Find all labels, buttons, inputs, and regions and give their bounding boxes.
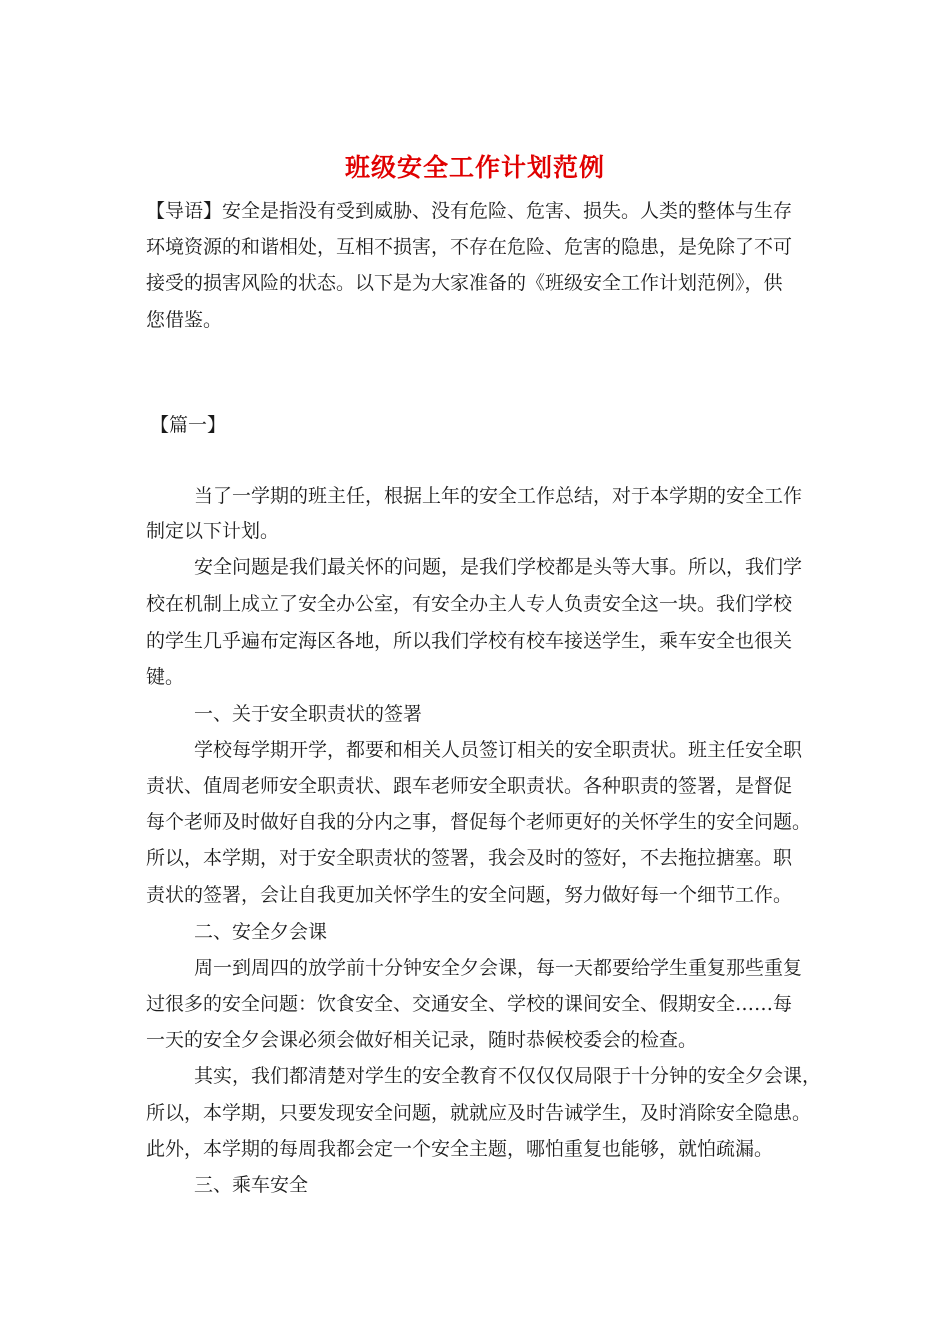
- paragraph-line: 周一到周四的放学前十分钟安全夕会课，每一天都要给学生重复那些重复: [194, 957, 803, 979]
- paragraph-line: 此外，本学期的每周我都会定一个安全主题，哪怕重复也能够，就怕疏漏。: [146, 1138, 774, 1160]
- paragraph-line: 一天的安全夕会课必须会做好相关记录，随时恭候校委会的检查。: [146, 1029, 698, 1051]
- paragraph-line: 所以，本学期，只要发现安全问题，就就应及时告诫学生，及时消除安全隐患。: [146, 1102, 812, 1124]
- paragraph-line: 当了一学期的班主任，根据上年的安全工作总结，对于本学期的安全工作: [194, 485, 803, 507]
- subsection-heading: 一、关于安全职责状的签署: [194, 703, 423, 725]
- intro-line: 您借鉴。: [146, 309, 223, 331]
- section-heading: 【篇一】: [150, 414, 227, 436]
- paragraph-line: 制定以下计划。: [146, 520, 280, 542]
- paragraph-line: 安全问题是我们最关怀的问题，是我们学校都是头等大事。所以，我们学: [194, 556, 803, 578]
- intro-line: 【导语】安全是指没有受到威胁、没有危险、危害、损失。人类的整体与生存: [146, 200, 793, 222]
- paragraph-line: 责状、值周老师安全职责状、跟车老师安全职责状。各种职责的签署，是督促: [146, 775, 793, 797]
- paragraph-line: 责状的签署，会让自我更加关怀学生的安全问题，努力做好每一个细节工作。: [146, 884, 793, 906]
- paragraph-line: 其实，我们都清楚对学生的安全教育不仅仅仅局限于十分钟的安全夕会课，: [194, 1065, 822, 1087]
- document-title: 班级安全工作计划范例: [344, 153, 605, 182]
- subsection-heading: 二、安全夕会课: [194, 921, 328, 943]
- intro-line: 环境资源的和谐相处，互相不损害，不存在危险、危害的隐患，是免除了不可: [146, 236, 793, 258]
- paragraph-line: 学校每学期开学，都要和相关人员签订相关的安全职责状。班主任安全职: [194, 739, 803, 761]
- intro-line: 接受的损害风险的状态。以下是为大家准备的《班级安全工作计划范例》，供: [146, 272, 783, 294]
- paragraph-line: 校在机制上成立了安全办公室，有安全办主人专人负责安全这一块。我们学校: [146, 593, 793, 615]
- paragraph-line: 所以，本学期，对于安全职责状的签署，我会及时的签好，不去拖拉搪塞。职: [146, 847, 793, 869]
- paragraph-line: 每个老师及时做好自我的分内之事，督促每个老师更好的关怀学生的安全问题。: [146, 811, 812, 833]
- paragraph-line: 键。: [146, 666, 185, 688]
- paragraph-line: 的学生几乎遍布定海区各地，所以我们学校有校车接送学生，乘车安全也很关: [146, 630, 793, 652]
- subsection-heading: 三、乘车安全: [194, 1174, 309, 1196]
- paragraph-line: 过很多的安全问题：饮食安全、交通安全、学校的课间安全、假期安全……每: [146, 993, 793, 1015]
